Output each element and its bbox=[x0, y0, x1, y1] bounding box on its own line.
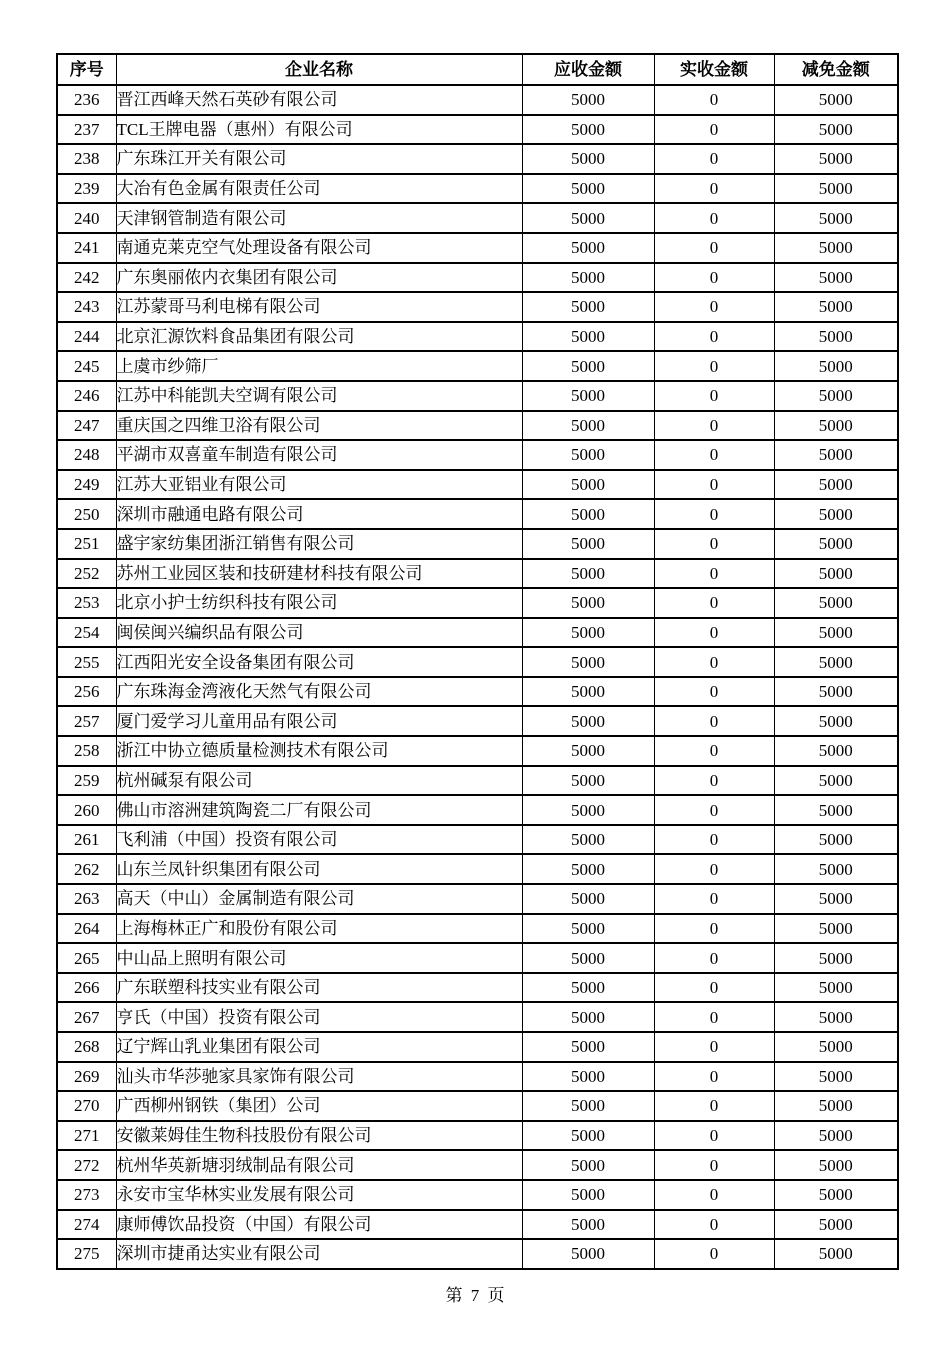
received-amount-cell: 0 bbox=[654, 736, 774, 766]
waived-amount-cell: 5000 bbox=[774, 1032, 898, 1062]
table-row bbox=[57, 1032, 898, 1062]
table-row bbox=[57, 499, 898, 529]
company-name-cell: 上虞市纱筛厂 bbox=[116, 351, 522, 381]
receivable-amount-cell: 5000 bbox=[522, 884, 654, 914]
company-name-cell: 杭州碱泵有限公司 bbox=[116, 766, 522, 796]
row-index-cell: 247 bbox=[57, 411, 116, 441]
waived-amount-cell: 5000 bbox=[774, 381, 898, 411]
waived-amount-cell: 5000 bbox=[774, 736, 898, 766]
table-row bbox=[57, 1180, 898, 1210]
receivable-amount-cell: 5000 bbox=[522, 351, 654, 381]
waived-amount-cell: 5000 bbox=[774, 1210, 898, 1240]
header-row bbox=[57, 54, 898, 85]
received-amount-cell: 0 bbox=[654, 795, 774, 825]
receivable-amount-cell: 5000 bbox=[522, 1062, 654, 1092]
waived-amount-cell: 5000 bbox=[774, 914, 898, 944]
waived-amount-cell: 5000 bbox=[774, 144, 898, 174]
waived-amount-cell: 5000 bbox=[774, 588, 898, 618]
row-index-cell: 268 bbox=[57, 1032, 116, 1062]
company-name-cell: 安徽莱姆佳生物科技股份有限公司 bbox=[116, 1121, 522, 1151]
company-name-cell: 中山品上照明有限公司 bbox=[116, 943, 522, 973]
table-row bbox=[57, 174, 898, 204]
table-row bbox=[57, 115, 898, 145]
waived-amount-cell: 5000 bbox=[774, 618, 898, 648]
receivable-amount-cell: 5000 bbox=[522, 559, 654, 589]
receivable-amount-cell: 5000 bbox=[522, 825, 654, 855]
company-name-cell: 高天（中山）金属制造有限公司 bbox=[116, 884, 522, 914]
company-name-cell: 广东联塑科技实业有限公司 bbox=[116, 973, 522, 1003]
row-index-cell: 271 bbox=[57, 1121, 116, 1151]
waived-amount-cell: 5000 bbox=[774, 174, 898, 204]
receivable-amount-cell: 5000 bbox=[522, 618, 654, 648]
received-amount-cell: 0 bbox=[654, 529, 774, 559]
receivable-amount-cell: 5000 bbox=[522, 854, 654, 884]
waived-amount-cell: 5000 bbox=[774, 1091, 898, 1121]
row-index-cell: 236 bbox=[57, 85, 116, 115]
waived-amount-cell: 5000 bbox=[774, 1150, 898, 1180]
received-amount-cell: 0 bbox=[654, 588, 774, 618]
fee-table bbox=[56, 53, 899, 1270]
row-index-cell: 262 bbox=[57, 854, 116, 884]
table-row bbox=[57, 144, 898, 174]
receivable-amount-cell: 5000 bbox=[522, 1180, 654, 1210]
col-header-company-name: 企业名称 bbox=[116, 54, 522, 85]
waived-amount-cell: 5000 bbox=[774, 766, 898, 796]
received-amount-cell: 0 bbox=[654, 233, 774, 263]
row-index-cell: 267 bbox=[57, 1002, 116, 1032]
waived-amount-cell: 5000 bbox=[774, 499, 898, 529]
company-name-cell: 杭州华英新塘羽绒制品有限公司 bbox=[116, 1150, 522, 1180]
company-name-cell: 厦门爱学习儿童用品有限公司 bbox=[116, 706, 522, 736]
waived-amount-cell: 5000 bbox=[774, 973, 898, 1003]
receivable-amount-cell: 5000 bbox=[522, 499, 654, 529]
receivable-amount-cell: 5000 bbox=[522, 647, 654, 677]
row-index-cell: 261 bbox=[57, 825, 116, 855]
receivable-amount-cell: 5000 bbox=[522, 766, 654, 796]
receivable-amount-cell: 5000 bbox=[522, 470, 654, 500]
table-row bbox=[57, 647, 898, 677]
received-amount-cell: 0 bbox=[654, 766, 774, 796]
receivable-amount-cell: 5000 bbox=[522, 411, 654, 441]
company-name-cell: 广东奥丽侬内衣集团有限公司 bbox=[116, 263, 522, 293]
waived-amount-cell: 5000 bbox=[774, 203, 898, 233]
receivable-amount-cell: 5000 bbox=[522, 292, 654, 322]
col-header-index: 序号 bbox=[57, 54, 116, 85]
row-index-cell: 255 bbox=[57, 647, 116, 677]
row-index-cell: 245 bbox=[57, 351, 116, 381]
receivable-amount-cell: 5000 bbox=[522, 1002, 654, 1032]
received-amount-cell: 0 bbox=[654, 914, 774, 944]
waived-amount-cell: 5000 bbox=[774, 884, 898, 914]
fee-table-header bbox=[57, 54, 898, 85]
waived-amount-cell: 5000 bbox=[774, 351, 898, 381]
row-index-cell: 263 bbox=[57, 884, 116, 914]
waived-amount-cell: 5000 bbox=[774, 559, 898, 589]
row-index-cell: 242 bbox=[57, 263, 116, 293]
receivable-amount-cell: 5000 bbox=[522, 706, 654, 736]
company-name-cell: 北京小护士纺织科技有限公司 bbox=[116, 588, 522, 618]
company-name-cell: 闽侯闽兴编织品有限公司 bbox=[116, 618, 522, 648]
table-row bbox=[57, 618, 898, 648]
company-name-cell: 江苏大亚铝业有限公司 bbox=[116, 470, 522, 500]
waived-amount-cell: 5000 bbox=[774, 795, 898, 825]
table-row bbox=[57, 203, 898, 233]
company-name-cell: 江西阳光安全设备集团有限公司 bbox=[116, 647, 522, 677]
page-number: 第 7 页 bbox=[445, 1286, 507, 1305]
waived-amount-cell: 5000 bbox=[774, 85, 898, 115]
received-amount-cell: 0 bbox=[654, 144, 774, 174]
company-name-cell: 广东珠海金湾液化天然气有限公司 bbox=[116, 677, 522, 707]
row-index-cell: 260 bbox=[57, 795, 116, 825]
company-name-cell: 飞利浦（中国）投资有限公司 bbox=[116, 825, 522, 855]
receivable-amount-cell: 5000 bbox=[522, 1121, 654, 1151]
col-header-waived-amount: 减免金额 bbox=[774, 54, 898, 85]
receivable-amount-cell: 5000 bbox=[522, 943, 654, 973]
table-row bbox=[57, 825, 898, 855]
received-amount-cell: 0 bbox=[654, 618, 774, 648]
waived-amount-cell: 5000 bbox=[774, 233, 898, 263]
receivable-amount-cell: 5000 bbox=[522, 588, 654, 618]
company-name-cell: 康师傅饮品投资（中国）有限公司 bbox=[116, 1210, 522, 1240]
table-row bbox=[57, 411, 898, 441]
receivable-amount-cell: 5000 bbox=[522, 1210, 654, 1240]
company-name-cell: 深圳市融通电路有限公司 bbox=[116, 499, 522, 529]
receivable-amount-cell: 5000 bbox=[522, 736, 654, 766]
received-amount-cell: 0 bbox=[654, 292, 774, 322]
row-index-cell: 272 bbox=[57, 1150, 116, 1180]
company-name-cell: 上海梅林正广和股份有限公司 bbox=[116, 914, 522, 944]
company-name-cell: 广西柳州钢铁（集团）公司 bbox=[116, 1091, 522, 1121]
company-name-cell: 江苏蒙哥马利电梯有限公司 bbox=[116, 292, 522, 322]
row-index-cell: 243 bbox=[57, 292, 116, 322]
table-row bbox=[57, 766, 898, 796]
table-row bbox=[57, 1002, 898, 1032]
receivable-amount-cell: 5000 bbox=[522, 529, 654, 559]
row-index-cell: 273 bbox=[57, 1180, 116, 1210]
row-index-cell: 270 bbox=[57, 1091, 116, 1121]
receivable-amount-cell: 5000 bbox=[522, 322, 654, 352]
waived-amount-cell: 5000 bbox=[774, 1180, 898, 1210]
received-amount-cell: 0 bbox=[654, 1062, 774, 1092]
waived-amount-cell: 5000 bbox=[774, 115, 898, 145]
waived-amount-cell: 5000 bbox=[774, 1239, 898, 1269]
row-index-cell: 258 bbox=[57, 736, 116, 766]
row-index-cell: 264 bbox=[57, 914, 116, 944]
waived-amount-cell: 5000 bbox=[774, 440, 898, 470]
waived-amount-cell: 5000 bbox=[774, 1062, 898, 1092]
row-index-cell: 256 bbox=[57, 677, 116, 707]
received-amount-cell: 0 bbox=[654, 1210, 774, 1240]
received-amount-cell: 0 bbox=[654, 1091, 774, 1121]
table-row bbox=[57, 263, 898, 293]
row-index-cell: 248 bbox=[57, 440, 116, 470]
row-index-cell: 257 bbox=[57, 706, 116, 736]
company-name-cell: 江苏中科能凯夫空调有限公司 bbox=[116, 381, 522, 411]
receivable-amount-cell: 5000 bbox=[522, 144, 654, 174]
waived-amount-cell: 5000 bbox=[774, 322, 898, 352]
received-amount-cell: 0 bbox=[654, 470, 774, 500]
row-index-cell: 266 bbox=[57, 973, 116, 1003]
receivable-amount-cell: 5000 bbox=[522, 85, 654, 115]
received-amount-cell: 0 bbox=[654, 499, 774, 529]
received-amount-cell: 0 bbox=[654, 85, 774, 115]
row-index-cell: 253 bbox=[57, 588, 116, 618]
table-row bbox=[57, 854, 898, 884]
table-row bbox=[57, 351, 898, 381]
table-row bbox=[57, 706, 898, 736]
table-row bbox=[57, 1210, 898, 1240]
waived-amount-cell: 5000 bbox=[774, 1121, 898, 1151]
row-index-cell: 252 bbox=[57, 559, 116, 589]
received-amount-cell: 0 bbox=[654, 943, 774, 973]
waived-amount-cell: 5000 bbox=[774, 263, 898, 293]
row-index-cell: 237 bbox=[57, 115, 116, 145]
company-name-cell: 大冶有色金属有限责任公司 bbox=[116, 174, 522, 204]
received-amount-cell: 0 bbox=[654, 677, 774, 707]
received-amount-cell: 0 bbox=[654, 263, 774, 293]
table-row bbox=[57, 292, 898, 322]
row-index-cell: 238 bbox=[57, 144, 116, 174]
row-index-cell: 249 bbox=[57, 470, 116, 500]
receivable-amount-cell: 5000 bbox=[522, 677, 654, 707]
company-name-cell: TCL王牌电器（惠州）有限公司 bbox=[116, 115, 522, 145]
col-header-received-amount: 实收金额 bbox=[654, 54, 774, 85]
row-index-cell: 275 bbox=[57, 1239, 116, 1269]
row-index-cell: 241 bbox=[57, 233, 116, 263]
company-name-cell: 北京汇源饮料食品集团有限公司 bbox=[116, 322, 522, 352]
received-amount-cell: 0 bbox=[654, 381, 774, 411]
row-index-cell: 251 bbox=[57, 529, 116, 559]
company-name-cell: 佛山市溶洲建筑陶瓷二厂有限公司 bbox=[116, 795, 522, 825]
received-amount-cell: 0 bbox=[654, 115, 774, 145]
table-row bbox=[57, 1121, 898, 1151]
received-amount-cell: 0 bbox=[654, 559, 774, 589]
col-header-receivable-amount: 应收金额 bbox=[522, 54, 654, 85]
received-amount-cell: 0 bbox=[654, 1002, 774, 1032]
receivable-amount-cell: 5000 bbox=[522, 203, 654, 233]
receivable-amount-cell: 5000 bbox=[522, 1091, 654, 1121]
waived-amount-cell: 5000 bbox=[774, 292, 898, 322]
receivable-amount-cell: 5000 bbox=[522, 263, 654, 293]
table-row bbox=[57, 677, 898, 707]
received-amount-cell: 0 bbox=[654, 1239, 774, 1269]
table-row bbox=[57, 381, 898, 411]
received-amount-cell: 0 bbox=[654, 174, 774, 204]
receivable-amount-cell: 5000 bbox=[522, 795, 654, 825]
table-row bbox=[57, 233, 898, 263]
company-name-cell: 汕头市华莎驰家具家饰有限公司 bbox=[116, 1062, 522, 1092]
table-row bbox=[57, 884, 898, 914]
waived-amount-cell: 5000 bbox=[774, 470, 898, 500]
received-amount-cell: 0 bbox=[654, 203, 774, 233]
company-name-cell: 永安市宝华林实业发展有限公司 bbox=[116, 1180, 522, 1210]
received-amount-cell: 0 bbox=[654, 706, 774, 736]
table-row bbox=[57, 322, 898, 352]
table-row bbox=[57, 588, 898, 618]
receivable-amount-cell: 5000 bbox=[522, 174, 654, 204]
receivable-amount-cell: 5000 bbox=[522, 1032, 654, 1062]
row-index-cell: 246 bbox=[57, 381, 116, 411]
table-row bbox=[57, 736, 898, 766]
row-index-cell: 239 bbox=[57, 174, 116, 204]
company-name-cell: 广东珠江开关有限公司 bbox=[116, 144, 522, 174]
waived-amount-cell: 5000 bbox=[774, 411, 898, 441]
received-amount-cell: 0 bbox=[654, 1032, 774, 1062]
fee-table-body bbox=[57, 85, 898, 1269]
received-amount-cell: 0 bbox=[654, 351, 774, 381]
table-row bbox=[57, 914, 898, 944]
company-name-cell: 浙江中协立德质量检测技术有限公司 bbox=[116, 736, 522, 766]
table-row bbox=[57, 795, 898, 825]
company-name-cell: 山东兰凤针织集团有限公司 bbox=[116, 854, 522, 884]
receivable-amount-cell: 5000 bbox=[522, 973, 654, 1003]
receivable-amount-cell: 5000 bbox=[522, 115, 654, 145]
waived-amount-cell: 5000 bbox=[774, 529, 898, 559]
waived-amount-cell: 5000 bbox=[774, 647, 898, 677]
received-amount-cell: 0 bbox=[654, 1150, 774, 1180]
receivable-amount-cell: 5000 bbox=[522, 914, 654, 944]
company-name-cell: 天津钢管制造有限公司 bbox=[116, 203, 522, 233]
received-amount-cell: 0 bbox=[654, 973, 774, 1003]
row-index-cell: 240 bbox=[57, 203, 116, 233]
received-amount-cell: 0 bbox=[654, 647, 774, 677]
waived-amount-cell: 5000 bbox=[774, 706, 898, 736]
received-amount-cell: 0 bbox=[654, 854, 774, 884]
row-index-cell: 244 bbox=[57, 322, 116, 352]
row-index-cell: 250 bbox=[57, 499, 116, 529]
waived-amount-cell: 5000 bbox=[774, 677, 898, 707]
table-row bbox=[57, 470, 898, 500]
row-index-cell: 259 bbox=[57, 766, 116, 796]
received-amount-cell: 0 bbox=[654, 884, 774, 914]
table-row bbox=[57, 440, 898, 470]
company-name-cell: 盛宇家纺集团浙江销售有限公司 bbox=[116, 529, 522, 559]
company-name-cell: 晋江西峰天然石英砂有限公司 bbox=[116, 85, 522, 115]
waived-amount-cell: 5000 bbox=[774, 825, 898, 855]
row-index-cell: 274 bbox=[57, 1210, 116, 1240]
company-name-cell: 南通克莱克空气处理设备有限公司 bbox=[116, 233, 522, 263]
table-row bbox=[57, 973, 898, 1003]
table-row bbox=[57, 559, 898, 589]
table-row bbox=[57, 529, 898, 559]
receivable-amount-cell: 5000 bbox=[522, 1239, 654, 1269]
received-amount-cell: 0 bbox=[654, 825, 774, 855]
waived-amount-cell: 5000 bbox=[774, 943, 898, 973]
company-name-cell: 辽宁辉山乳业集团有限公司 bbox=[116, 1032, 522, 1062]
received-amount-cell: 0 bbox=[654, 1121, 774, 1151]
received-amount-cell: 0 bbox=[654, 411, 774, 441]
company-name-cell: 平湖市双喜童车制造有限公司 bbox=[116, 440, 522, 470]
table-row bbox=[57, 943, 898, 973]
table-row bbox=[57, 1062, 898, 1092]
receivable-amount-cell: 5000 bbox=[522, 1150, 654, 1180]
row-index-cell: 254 bbox=[57, 618, 116, 648]
table-row bbox=[57, 1239, 898, 1269]
company-name-cell: 重庆国之四维卫浴有限公司 bbox=[116, 411, 522, 441]
received-amount-cell: 0 bbox=[654, 1180, 774, 1210]
received-amount-cell: 0 bbox=[654, 322, 774, 352]
receivable-amount-cell: 5000 bbox=[522, 440, 654, 470]
table-row bbox=[57, 85, 898, 115]
row-index-cell: 265 bbox=[57, 943, 116, 973]
company-name-cell: 深圳市捷甬达实业有限公司 bbox=[116, 1239, 522, 1269]
waived-amount-cell: 5000 bbox=[774, 854, 898, 884]
waived-amount-cell: 5000 bbox=[774, 1002, 898, 1032]
receivable-amount-cell: 5000 bbox=[522, 233, 654, 263]
table-row bbox=[57, 1150, 898, 1180]
table-row bbox=[57, 1091, 898, 1121]
receivable-amount-cell: 5000 bbox=[522, 381, 654, 411]
received-amount-cell: 0 bbox=[654, 440, 774, 470]
company-name-cell: 亨氏（中国）投资有限公司 bbox=[116, 1002, 522, 1032]
row-index-cell: 269 bbox=[57, 1062, 116, 1092]
company-name-cell: 苏州工业园区装和技研建材科技有限公司 bbox=[116, 559, 522, 589]
